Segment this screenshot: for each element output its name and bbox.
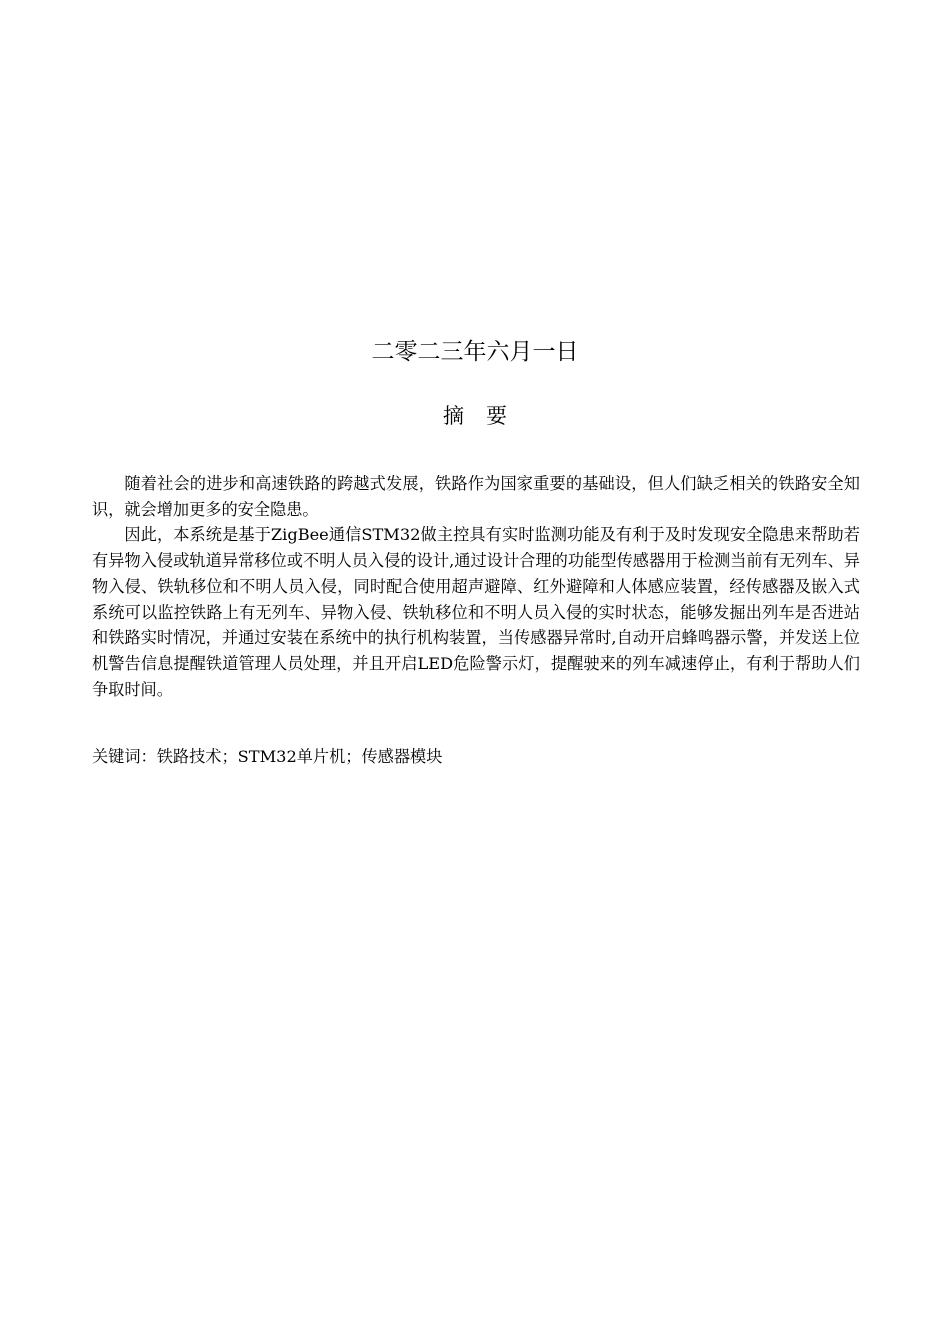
abstract-heading: 摘要 [443,404,529,428]
document-date: 二零二三年六月一日 [371,339,579,365]
abstract-body [92,471,860,702]
keywords-value: 铁路技术；STM32单片机；传感器模块 [156,747,443,766]
keywords-label: 关键词： [92,747,157,766]
abstract-paragraph: 随着社会的进步和高速铁路的跨越式发展，铁路作为国家重要的基础设，但人们缺乏相关的铁路安全知识，就会增加更多的安全隐患。 [92,474,860,519]
keywords-line [92,744,860,770]
abstract-paragraph: 因此，本系统是基于ZigBee通信STM32做主控具有实时监测功能及有利于及时发现安全隐患来帮助若有异物入侵或轨道异常移位或不明人员入侵的设计,通过设计合理的功能型传感器用于检测当前有无列车、异物入侵、铁轨移位和不明人员入侵，同时配合使用超声避障、红外避障和人体感应装置，经传感器及嵌入式系统可以监控铁路上有无列车、异物入侵、铁轨移位和不明人员入侵的实时状态，能够发掘出列车是否进站和铁路实时情况，并通过安装在系统中的执行机构装置，当传感器异常时,自动开启蜂鸣器示警，并发送上位机警告信息提醒铁道管理人员处理，并且开启LED危险警示灯，提醒驶来的列车减速停止，有利于帮助人们争取时间。 [92,525,860,699]
